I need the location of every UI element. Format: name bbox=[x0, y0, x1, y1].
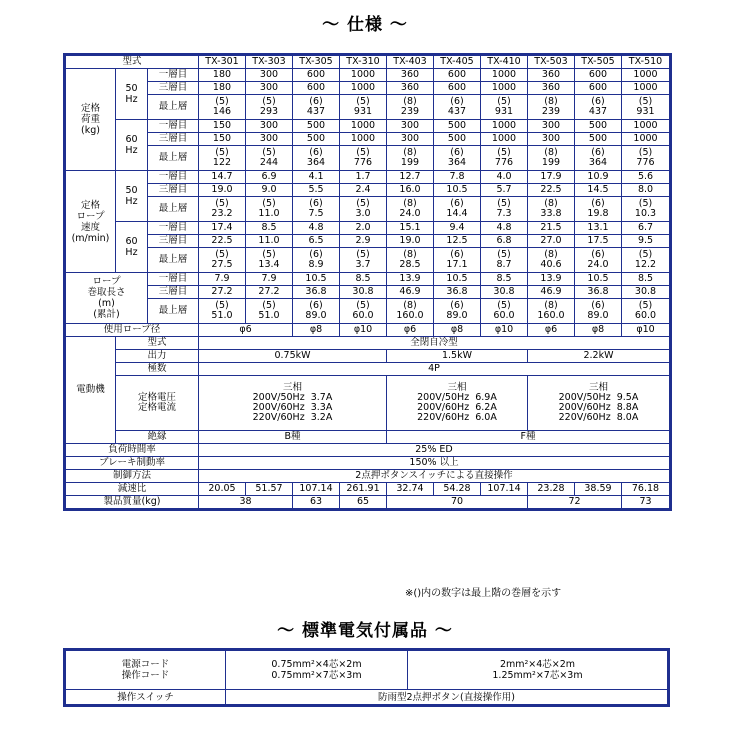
value-cell: 14.5 bbox=[575, 184, 622, 197]
value-cell: 8.5 bbox=[340, 273, 387, 286]
duty-value: 25% ED bbox=[199, 444, 670, 457]
floor-label: 最上層 bbox=[148, 146, 199, 171]
ratio-label: 減速比 bbox=[66, 483, 199, 496]
floor-label: 一層目 bbox=[148, 171, 199, 184]
value-cell: 46.9 bbox=[387, 286, 434, 299]
spec-table bbox=[65, 55, 670, 509]
table-row bbox=[66, 286, 670, 299]
value-cell: 9.4 bbox=[434, 222, 481, 235]
value-cell: 360 bbox=[528, 69, 575, 82]
table-row bbox=[66, 470, 670, 483]
floor-label: 一層目 bbox=[148, 120, 199, 133]
value-cell: (5) 23.2 bbox=[199, 197, 246, 222]
table-row bbox=[66, 120, 670, 133]
value-cell: (5) 931 bbox=[481, 95, 528, 120]
value-cell: 19.0 bbox=[387, 235, 434, 248]
value-cell: (5) 146 bbox=[199, 95, 246, 120]
value-cell: 4.0 bbox=[481, 171, 528, 184]
value-cell: 600 bbox=[293, 69, 340, 82]
value-cell: 13.9 bbox=[528, 273, 575, 286]
value-cell: 76.18 bbox=[622, 483, 670, 496]
value-cell: 7.8 bbox=[434, 171, 481, 184]
table-row bbox=[66, 273, 670, 286]
table-row bbox=[66, 222, 670, 235]
value-cell: 360 bbox=[387, 82, 434, 95]
hz-label: 50 Hz bbox=[116, 171, 148, 222]
motor-voltage-value: 三相 200V/50Hz 6.9A 200V/60Hz 6.2A 220V/60Hz 6.0A bbox=[387, 376, 528, 431]
floor-label: 最上層 bbox=[148, 248, 199, 273]
value-cell: (5) 3.7 bbox=[340, 248, 387, 273]
rope-value: φ10 bbox=[481, 324, 528, 337]
header-type: 型式 bbox=[66, 56, 199, 69]
value-cell: (8) 199 bbox=[387, 146, 434, 171]
value-cell: 6.5 bbox=[293, 235, 340, 248]
duty-label: 負荷時間率 bbox=[66, 444, 199, 457]
value-cell: 300 bbox=[246, 120, 293, 133]
footnote: ※()内の数字は最上階の巻層を示す bbox=[405, 588, 562, 599]
table-row bbox=[66, 56, 670, 69]
value-cell: 54.28 bbox=[434, 483, 481, 496]
value-cell: (8) 40.6 bbox=[528, 248, 575, 273]
motor-voltage-label: 定格電圧 定格電流 bbox=[116, 376, 199, 431]
model-header: TX-505 bbox=[575, 56, 622, 69]
motor-label: 電動機 bbox=[66, 337, 116, 444]
rope-value: φ10 bbox=[622, 324, 670, 337]
model-header: TX-510 bbox=[622, 56, 670, 69]
motor-insulation-label: 絶縁 bbox=[116, 431, 199, 444]
table-row bbox=[66, 299, 670, 324]
value-cell: (5) 776 bbox=[622, 146, 670, 171]
motor-insulation-value: F種 bbox=[387, 431, 670, 444]
value-cell: 261.91 bbox=[340, 483, 387, 496]
value-cell: (5) 60.0 bbox=[481, 299, 528, 324]
value-cell: (6) 437 bbox=[293, 95, 340, 120]
value-cell: 300 bbox=[528, 133, 575, 146]
value-cell: (6) 364 bbox=[293, 146, 340, 171]
motor-output-value: 1.5kW bbox=[387, 350, 528, 363]
value-cell: (5) 51.0 bbox=[199, 299, 246, 324]
speed-label: 定格 ロープ 速度 (m/min) bbox=[66, 171, 116, 273]
value-cell: 7.9 bbox=[246, 273, 293, 286]
value-cell: 8.5 bbox=[622, 273, 670, 286]
weight-value: 65 bbox=[340, 496, 387, 509]
value-cell: 600 bbox=[575, 69, 622, 82]
value-cell: 36.8 bbox=[575, 286, 622, 299]
floor-label: 一層目 bbox=[148, 222, 199, 235]
table-row bbox=[66, 350, 670, 363]
value-cell: 500 bbox=[293, 133, 340, 146]
value-cell: 11.0 bbox=[246, 235, 293, 248]
value-cell: 5.7 bbox=[481, 184, 528, 197]
table-row bbox=[66, 133, 670, 146]
spec-title: ～ 仕様 ～ bbox=[322, 15, 408, 35]
value-cell: (6) 364 bbox=[575, 146, 622, 171]
value-cell: (5) 7.3 bbox=[481, 197, 528, 222]
value-cell: 4.1 bbox=[293, 171, 340, 184]
value-cell: 23.28 bbox=[528, 483, 575, 496]
value-cell: (6) 89.0 bbox=[575, 299, 622, 324]
weight-value: 38 bbox=[199, 496, 293, 509]
value-cell: 600 bbox=[434, 82, 481, 95]
table-row bbox=[66, 197, 670, 222]
value-cell: (6) 7.5 bbox=[293, 197, 340, 222]
table-row bbox=[66, 95, 670, 120]
motor-type-label: 型式 bbox=[116, 337, 199, 350]
value-cell: (5) 776 bbox=[481, 146, 528, 171]
floor-label: 最上層 bbox=[148, 197, 199, 222]
weight-value: 73 bbox=[622, 496, 670, 509]
value-cell: 17.4 bbox=[199, 222, 246, 235]
cord-label: 電源コード 操作コード bbox=[66, 651, 226, 690]
value-cell: 5.5 bbox=[293, 184, 340, 197]
value-cell: 38.59 bbox=[575, 483, 622, 496]
value-cell: (6) 14.4 bbox=[434, 197, 481, 222]
value-cell: 30.8 bbox=[340, 286, 387, 299]
weight-value: 63 bbox=[293, 496, 340, 509]
switch-label: 操作スイッチ bbox=[66, 690, 226, 705]
value-cell: 30.8 bbox=[622, 286, 670, 299]
value-cell: 300 bbox=[246, 69, 293, 82]
value-cell: 12.5 bbox=[434, 235, 481, 248]
value-cell: 1000 bbox=[481, 69, 528, 82]
value-cell: 300 bbox=[528, 120, 575, 133]
value-cell: (6) 437 bbox=[575, 95, 622, 120]
value-cell: 27.2 bbox=[246, 286, 293, 299]
value-cell: 46.9 bbox=[528, 286, 575, 299]
value-cell: 22.5 bbox=[528, 184, 575, 197]
value-cell: 36.8 bbox=[434, 286, 481, 299]
table-row bbox=[66, 457, 670, 470]
model-header: TX-301 bbox=[199, 56, 246, 69]
floor-label: 三層目 bbox=[148, 184, 199, 197]
model-header: TX-403 bbox=[387, 56, 434, 69]
table-row bbox=[66, 235, 670, 248]
value-cell: 1000 bbox=[481, 82, 528, 95]
value-cell: 600 bbox=[293, 82, 340, 95]
weight-label: 製品質量(kg) bbox=[66, 496, 199, 509]
table-row bbox=[66, 171, 670, 184]
value-cell: 360 bbox=[528, 82, 575, 95]
value-cell: (5) 931 bbox=[622, 95, 670, 120]
value-cell: 15.1 bbox=[387, 222, 434, 235]
model-header: TX-503 bbox=[528, 56, 575, 69]
value-cell: (8) 199 bbox=[528, 146, 575, 171]
value-cell: 22.5 bbox=[199, 235, 246, 248]
value-cell: 51.57 bbox=[246, 483, 293, 496]
floor-label: 一層目 bbox=[148, 69, 199, 82]
motor-output-label: 出力 bbox=[116, 350, 199, 363]
accessories-title: ～ 標準電気付属品 ～ bbox=[277, 621, 453, 641]
load-label: 定格 荷重 (kg) bbox=[66, 69, 116, 171]
value-cell: 600 bbox=[575, 82, 622, 95]
value-cell: (6) 364 bbox=[434, 146, 481, 171]
value-cell: 6.9 bbox=[246, 171, 293, 184]
value-cell: 19.0 bbox=[199, 184, 246, 197]
value-cell: 2.4 bbox=[340, 184, 387, 197]
floor-label: 三層目 bbox=[148, 235, 199, 248]
value-cell: 180 bbox=[199, 82, 246, 95]
table-row bbox=[66, 69, 670, 82]
value-cell: (8) 239 bbox=[387, 95, 434, 120]
table-row bbox=[66, 431, 670, 444]
value-cell: 27.0 bbox=[528, 235, 575, 248]
value-cell: 16.0 bbox=[387, 184, 434, 197]
value-cell: 1000 bbox=[340, 82, 387, 95]
value-cell: (5) 122 bbox=[199, 146, 246, 171]
value-cell: (6) 24.0 bbox=[575, 248, 622, 273]
value-cell: 5.6 bbox=[622, 171, 670, 184]
value-cell: 600 bbox=[434, 69, 481, 82]
value-cell: 1000 bbox=[340, 133, 387, 146]
value-cell: 4.8 bbox=[293, 222, 340, 235]
value-cell: (5) 13.4 bbox=[246, 248, 293, 273]
value-cell: (5) 60.0 bbox=[340, 299, 387, 324]
cord-spec-small: 0.75mm²×4芯×2m 0.75mm²×7芯×3m bbox=[226, 651, 408, 690]
hz-label: 50 Hz bbox=[116, 69, 148, 120]
value-cell: (5) 776 bbox=[340, 146, 387, 171]
value-cell: 1000 bbox=[340, 69, 387, 82]
value-cell: 9.5 bbox=[622, 235, 670, 248]
value-cell: 1000 bbox=[481, 133, 528, 146]
value-cell: 8.5 bbox=[246, 222, 293, 235]
value-cell: 107.14 bbox=[293, 483, 340, 496]
value-cell: 1000 bbox=[622, 133, 670, 146]
value-cell: 1000 bbox=[622, 120, 670, 133]
value-cell: 10.5 bbox=[293, 273, 340, 286]
value-cell: (8) 24.0 bbox=[387, 197, 434, 222]
value-cell: (5) 60.0 bbox=[622, 299, 670, 324]
rope-value: φ6 bbox=[199, 324, 293, 337]
table-row bbox=[66, 444, 670, 457]
wind-label: ロープ 巻取長さ (m) (累計) bbox=[66, 273, 148, 324]
model-header: TX-405 bbox=[434, 56, 481, 69]
model-header: TX-303 bbox=[246, 56, 293, 69]
value-cell: (5) 8.7 bbox=[481, 248, 528, 273]
floor-label: 三層目 bbox=[148, 133, 199, 146]
floor-label: 三層目 bbox=[148, 286, 199, 299]
table-row bbox=[66, 248, 670, 273]
value-cell: 2.0 bbox=[340, 222, 387, 235]
rope-value: φ8 bbox=[434, 324, 481, 337]
hz-label: 60 Hz bbox=[116, 120, 148, 171]
table-row bbox=[66, 324, 670, 337]
value-cell: 360 bbox=[387, 69, 434, 82]
value-cell: 1000 bbox=[622, 82, 670, 95]
value-cell: 12.7 bbox=[387, 171, 434, 184]
table-row bbox=[66, 82, 670, 95]
rope-value: φ6 bbox=[387, 324, 434, 337]
value-cell: 10.9 bbox=[575, 171, 622, 184]
value-cell: (5) 51.0 bbox=[246, 299, 293, 324]
value-cell: 2.9 bbox=[340, 235, 387, 248]
value-cell: 4.8 bbox=[481, 222, 528, 235]
value-cell: 36.8 bbox=[293, 286, 340, 299]
floor-label: 最上層 bbox=[148, 95, 199, 120]
value-cell: 500 bbox=[293, 120, 340, 133]
value-cell: 6.8 bbox=[481, 235, 528, 248]
value-cell: 1000 bbox=[481, 120, 528, 133]
table-row bbox=[66, 363, 670, 376]
value-cell: 150 bbox=[199, 133, 246, 146]
value-cell: (5) 293 bbox=[246, 95, 293, 120]
value-cell: 10.5 bbox=[434, 273, 481, 286]
value-cell: 20.05 bbox=[199, 483, 246, 496]
rope-value: φ10 bbox=[340, 324, 387, 337]
value-cell: 107.14 bbox=[481, 483, 528, 496]
value-cell: 27.2 bbox=[199, 286, 246, 299]
value-cell: (5) 27.5 bbox=[199, 248, 246, 273]
value-cell: 1000 bbox=[622, 69, 670, 82]
value-cell: 14.7 bbox=[199, 171, 246, 184]
value-cell: (5) 10.3 bbox=[622, 197, 670, 222]
motor-output-value: 2.2kW bbox=[528, 350, 670, 363]
motor-output-value: 0.75kW bbox=[199, 350, 387, 363]
floor-label: 一層目 bbox=[148, 273, 199, 286]
value-cell: 180 bbox=[199, 69, 246, 82]
motor-poles-value: 4P bbox=[199, 363, 670, 376]
value-cell: 6.7 bbox=[622, 222, 670, 235]
value-cell: 8.5 bbox=[481, 273, 528, 286]
value-cell: 1.7 bbox=[340, 171, 387, 184]
switch-value: 防雨型2点押ボタン(直接操作用) bbox=[226, 690, 668, 705]
table-row bbox=[66, 376, 670, 431]
value-cell: (5) 931 bbox=[340, 95, 387, 120]
value-cell: (8) 28.5 bbox=[387, 248, 434, 273]
cord-spec-large: 2mm²×4芯×2m 1.25mm²×7芯×3m bbox=[408, 651, 668, 690]
value-cell: 17.5 bbox=[575, 235, 622, 248]
value-cell: 10.5 bbox=[434, 184, 481, 197]
rope-value: φ6 bbox=[528, 324, 575, 337]
value-cell: 300 bbox=[387, 133, 434, 146]
value-cell: (6) 437 bbox=[434, 95, 481, 120]
brake-label: ブレーキ制動率 bbox=[66, 457, 199, 470]
table-row bbox=[66, 337, 670, 350]
model-header: TX-310 bbox=[340, 56, 387, 69]
value-cell: (6) 89.0 bbox=[293, 299, 340, 324]
weight-value: 70 bbox=[387, 496, 528, 509]
value-cell: 10.5 bbox=[575, 273, 622, 286]
motor-voltage-value: 三相 200V/50Hz 9.5A 200V/60Hz 8.8A 220V/60Hz 8.0A bbox=[528, 376, 670, 431]
value-cell: 30.8 bbox=[481, 286, 528, 299]
value-cell: 21.5 bbox=[528, 222, 575, 235]
value-cell: (6) 8.9 bbox=[293, 248, 340, 273]
value-cell: (8) 33.8 bbox=[528, 197, 575, 222]
brake-value: 150% 以上 bbox=[199, 457, 670, 470]
value-cell: (5) 11.0 bbox=[246, 197, 293, 222]
value-cell: 17.9 bbox=[528, 171, 575, 184]
motor-type-value: 全閉自冷型 bbox=[199, 337, 670, 350]
hz-label: 60 Hz bbox=[116, 222, 148, 273]
model-header: TX-410 bbox=[481, 56, 528, 69]
accessories-table bbox=[65, 650, 668, 705]
value-cell: (5) 12.2 bbox=[622, 248, 670, 273]
control-value: 2点押ボタンスイッチによる直接操作 bbox=[199, 470, 670, 483]
value-cell: 8.0 bbox=[622, 184, 670, 197]
value-cell: 300 bbox=[246, 133, 293, 146]
value-cell: 300 bbox=[387, 120, 434, 133]
table-row bbox=[66, 146, 670, 171]
value-cell: (5) 3.0 bbox=[340, 197, 387, 222]
value-cell: 300 bbox=[246, 82, 293, 95]
motor-poles-label: 極数 bbox=[116, 363, 199, 376]
floor-label: 三層目 bbox=[148, 82, 199, 95]
model-header: TX-305 bbox=[293, 56, 340, 69]
value-cell: 500 bbox=[434, 133, 481, 146]
rope-label: 使用ロープ径 bbox=[66, 324, 199, 337]
value-cell: (6) 89.0 bbox=[434, 299, 481, 324]
value-cell: (8) 239 bbox=[528, 95, 575, 120]
value-cell: (8) 160.0 bbox=[528, 299, 575, 324]
value-cell: 32.74 bbox=[387, 483, 434, 496]
value-cell: (6) 17.1 bbox=[434, 248, 481, 273]
value-cell: 9.0 bbox=[246, 184, 293, 197]
value-cell: 150 bbox=[199, 120, 246, 133]
table-row bbox=[66, 184, 670, 197]
motor-insulation-value: B種 bbox=[199, 431, 387, 444]
rope-value: φ8 bbox=[575, 324, 622, 337]
value-cell: 7.9 bbox=[199, 273, 246, 286]
floor-label: 最上層 bbox=[148, 299, 199, 324]
value-cell: 500 bbox=[575, 120, 622, 133]
table-row bbox=[66, 483, 670, 496]
control-label: 制御方法 bbox=[66, 470, 199, 483]
value-cell: 500 bbox=[434, 120, 481, 133]
weight-value: 72 bbox=[528, 496, 622, 509]
value-cell: 500 bbox=[575, 133, 622, 146]
value-cell: 13.1 bbox=[575, 222, 622, 235]
value-cell: (6) 19.8 bbox=[575, 197, 622, 222]
value-cell: 1000 bbox=[340, 120, 387, 133]
table-row bbox=[66, 496, 670, 509]
value-cell: 13.9 bbox=[387, 273, 434, 286]
value-cell: (8) 160.0 bbox=[387, 299, 434, 324]
value-cell: (5) 244 bbox=[246, 146, 293, 171]
rope-value: φ8 bbox=[293, 324, 340, 337]
motor-voltage-value: 三相 200V/50Hz 3.7A 200V/60Hz 3.3A 220V/60Hz 3.2A bbox=[199, 376, 387, 431]
